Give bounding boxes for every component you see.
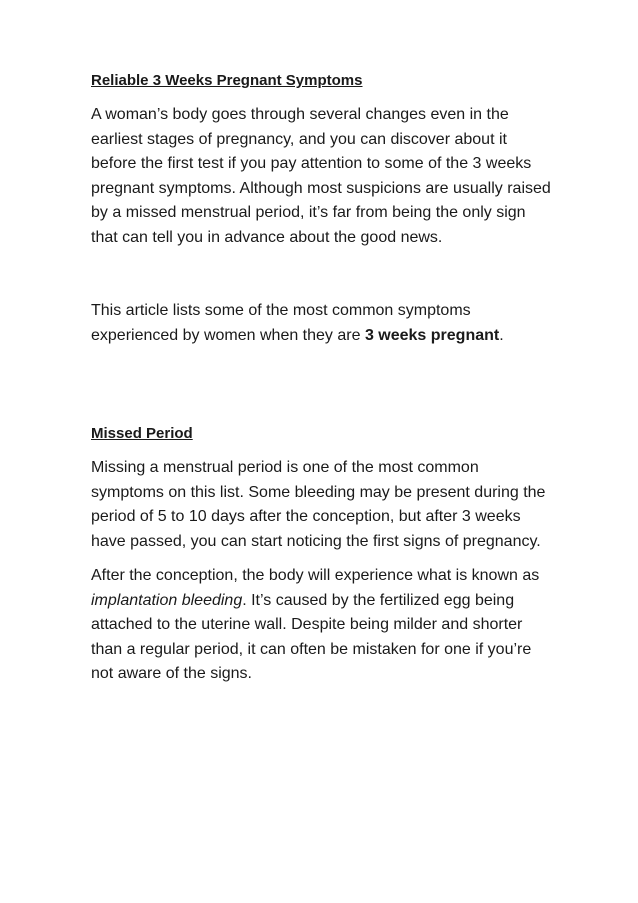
- summary-bold-text: 3 weeks pregnant: [364, 326, 500, 344]
- section-title-symptoms: Reliable 3 Weeks Pregnant Symptoms: [91, 72, 363, 89]
- summary-text: This article lists some of the most common symptoms experienced by women when they are: [91, 302, 471, 344]
- implantation-italic-text: implantation bleeding: [91, 591, 243, 609]
- implantation-end-text: . It’s caused by the fertilized egg being attached to the uterine wall. Despite being milder and shorter than a regular period, it can often be mistaken for one if you’re not aware of the signs.: [91, 591, 532, 682]
- implantation-paragraph: [91, 564, 551, 687]
- document-page: [91, 69, 551, 687]
- missed-period-paragraph: Missing a menstrual period is one of the most common symptoms on this list. Some bleeding may be present during the period of 5 to 10 days after the conception, but after 3 weeks have passed, you can start noticing the first signs of pregnancy.: [91, 459, 546, 550]
- summary-end-text: .: [499, 326, 504, 344]
- section-title-missed-period: Missed Period: [91, 425, 193, 442]
- implantation-text: After the conception, the body will experience what is known as: [91, 567, 540, 584]
- intro-paragraph: A woman’s body goes through several changes even in the earliest stages of pregnancy, and you can discover about it before the first test if you pay attention to some of the 3 weeks pregnant symptoms. Although most suspicions are usually raised by a missed menstrual period, it’s far from being the only sign that can tell you in advance about the good news.: [91, 106, 551, 246]
- article-summary-paragraph: [91, 299, 551, 348]
